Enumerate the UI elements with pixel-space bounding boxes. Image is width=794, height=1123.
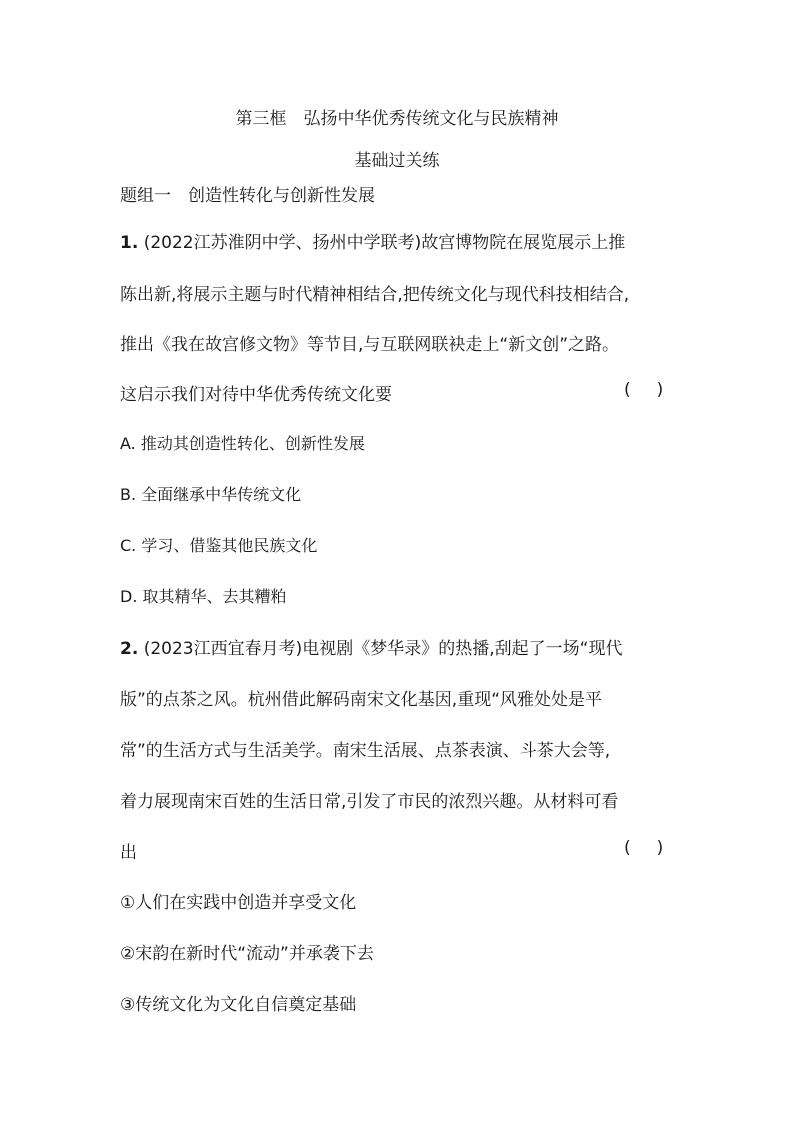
question-2-answer-bracket: () (624, 838, 690, 858)
question-1-line-4: 这启示我们对待中华优秀传统文化要 (120, 385, 392, 405)
question-1-line-3: 推出《我在故宫修文物》等节目,与互联网联袂走上“新文创”之路。 (120, 335, 620, 355)
question-group-heading: 题组一 创造性转化与创新性发展 (120, 186, 375, 206)
question-1-option-b: B. 全面继承中华传统文化 (120, 485, 302, 504)
question-1-line-2: 陈出新,将展示主题与时代精神相结合,把传统文化与现代科技相结合, (120, 285, 630, 305)
question-1-option-a: A. 推动其创造性转化、创新性发展 (120, 434, 365, 453)
question-2-item-2: ②宋韵在新时代“流动”并承袭下去 (120, 944, 374, 964)
question-2-item-3: ③传统文化为文化自信奠定基础 (120, 995, 357, 1015)
question-2-line-5: 出 (120, 843, 137, 863)
section-title: 第三框 弘扬中华优秀传统文化与民族精神 (235, 109, 559, 129)
question-1-option-d: D. 取其精华、去其糟粕 (120, 587, 287, 606)
question-1-line-1: 1. (2022江苏淮阴中学、扬州中学联考)故宫博物院在展览展示上推 (120, 233, 626, 253)
question-1-answer-bracket: () (624, 380, 690, 400)
question-2-line-4: 着力展现南宋百姓的生活日常,引发了市民的浓烈兴趣。从材料可看 (120, 792, 619, 812)
question-2-number: 2. (120, 639, 139, 659)
question-1-option-c: C. 学习、借鉴其他民族文化 (120, 536, 318, 555)
question-2-line-3: 常”的生活方式与生活美学。南宋生活展、点茶表演、斗茶大会等, (120, 741, 611, 761)
section-subtitle: 基础过关练 (354, 151, 440, 171)
question-2-line-2: 版”的点茶之风。杭州借此解码南宋文化基因,重现“风雅处处是平 (120, 690, 603, 710)
question-1-number: 1. (120, 233, 139, 253)
question-2-item-1: ①人们在实践中创造并享受文化 (120, 893, 357, 913)
question-2-line-1: 2. (2023江西宜春月考)电视剧《梦华录》的热播,刮起了一场“现代 (120, 639, 623, 659)
